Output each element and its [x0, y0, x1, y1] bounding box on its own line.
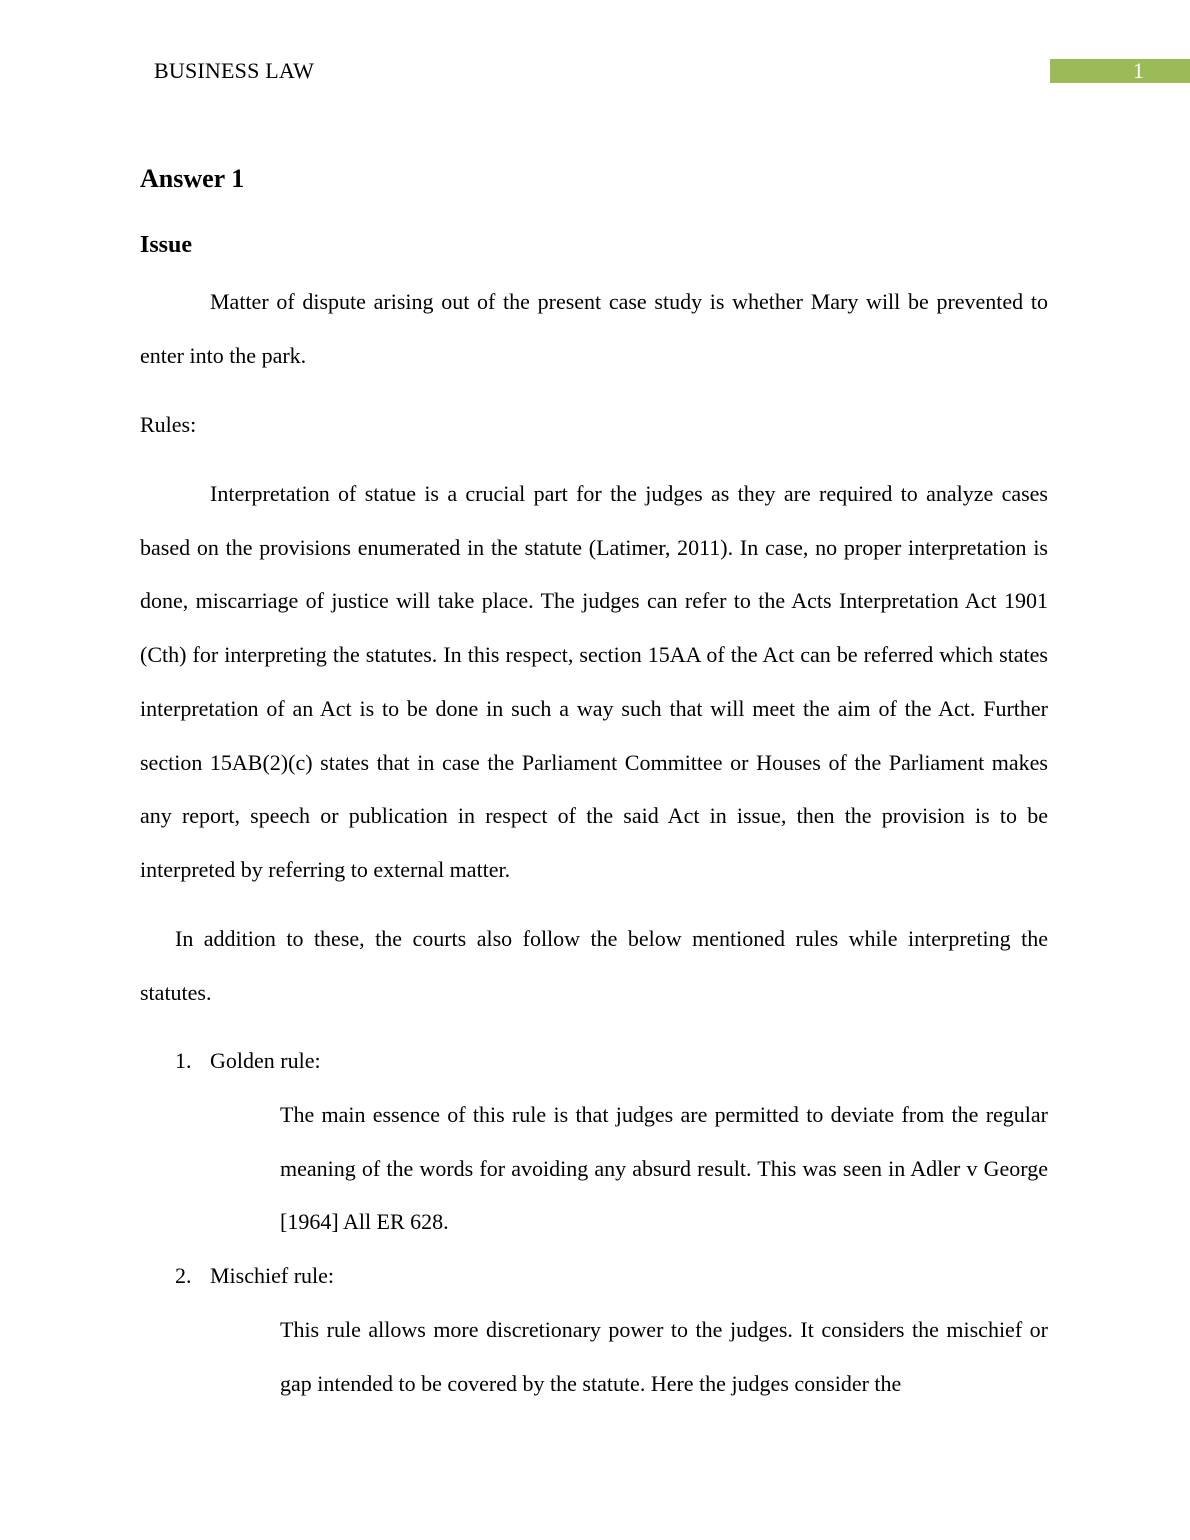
addition-paragraph: In addition to these, the courts also follow the below mentioned rules while interpreting the statutes.	[140, 926, 1048, 1005]
rules-label: Rules:	[140, 412, 197, 437]
list-number: 2.	[175, 1263, 192, 1288]
running-header-title: BUSINESS LAW	[154, 58, 315, 83]
list-item-title: Mischief rule:	[210, 1263, 335, 1288]
page-number: 1	[1133, 58, 1144, 83]
list-number: 1.	[175, 1048, 192, 1073]
mischief-rule-paragraph: This rule allows more discretionary power to the judges. It considers the mischief or gap intended to be covered by the statute. Here the judges consider the	[280, 1317, 1048, 1396]
rules-paragraph: Interpretation of statue is a crucial part for the judges as they are required to analyze cases based on the provisions enumerated in the statute (Latimer, 2011). In case, no proper interpretation is done, miscarriage of justice will take place. The judges can refer to the Acts Interpretation Act 1901 (Cth) for interpreting the statutes. In this respect, section 15AA of the Act can be referred which states interpretation of an Act is to be done in such a way such that will meet the aim of the Act. Further section 15AB(2)(c) states that in case the Parliament Committee or Houses of the Parliament makes any report, speech or publication in respect of the said Act in issue, then the provision is to be interpreted by referring to external matter.	[140, 481, 1048, 882]
list-item-golden-rule	[175, 1046, 321, 1076]
answer-heading: Answer 1	[140, 164, 245, 193]
list-item-mischief-rule	[175, 1261, 334, 1291]
list-item-title: Golden rule:	[210, 1048, 321, 1073]
page-number-badge	[1050, 59, 1190, 83]
issue-heading: Issue	[140, 232, 193, 258]
golden-rule-paragraph: The main essence of this rule is that judges are permitted to deviate from the regular meaning of the words for avoiding any absurd result. This was seen in Adler v George [1964] All ER 628.	[280, 1102, 1048, 1235]
issue-paragraph: Matter of dispute arising out of the present case study is whether Mary will be prevented to enter into the park.	[140, 289, 1048, 368]
